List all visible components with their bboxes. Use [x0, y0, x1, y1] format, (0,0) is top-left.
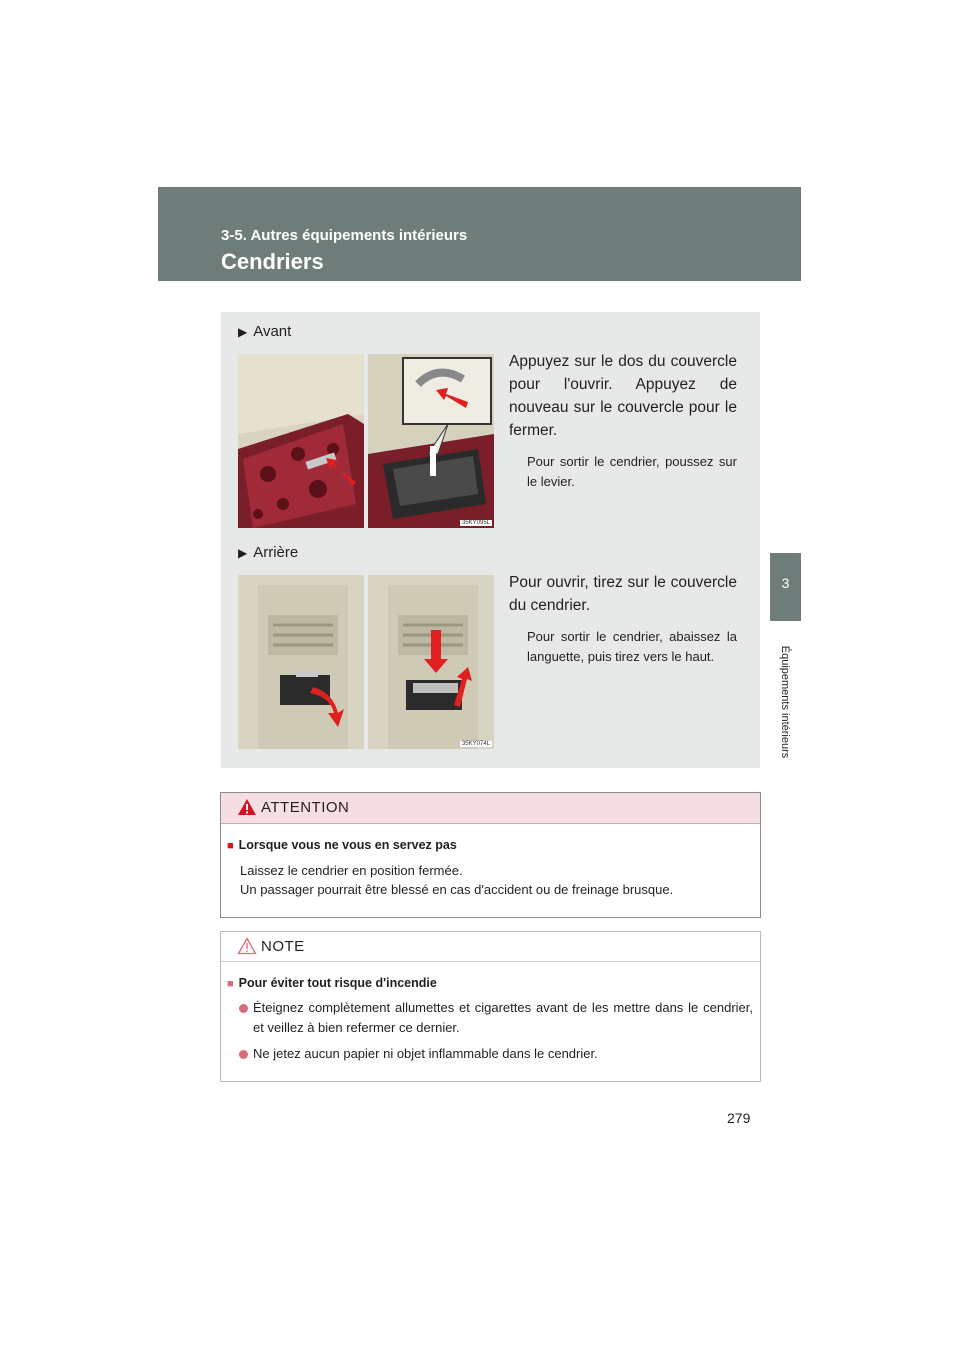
note-bullet-2: Ne jetez aucun papier ni objet inflammable dans le cendrier.: [253, 1046, 598, 1061]
triangle-arrow-icon: ▶: [238, 325, 248, 339]
note-title: NOTE: [261, 938, 305, 955]
caution-triangle-icon: [237, 937, 257, 955]
front-ashtray-closed-image: [238, 354, 364, 528]
front-heading-label: Avant: [253, 323, 292, 340]
warning-triangle-icon: [237, 798, 257, 816]
rear-ashtray-closed-image: [238, 575, 364, 749]
rear-heading-label: Arrière: [253, 544, 299, 561]
page-number: 279: [727, 1110, 751, 1126]
chapter-label: Équipements intérieurs: [779, 645, 791, 759]
rear-instruction: Pour ouvrir, tirez sur le couvercle du cendrier.: [509, 574, 737, 614]
front-heading: [238, 323, 291, 340]
section-header: [158, 187, 801, 281]
front-ashtray-open-image: [368, 354, 494, 528]
chapter-label-container: [775, 628, 795, 776]
red-square-icon: ■: [227, 840, 234, 852]
section-label: 3-5. Autres équipements intérieurs: [221, 227, 468, 244]
chapter-tab: [770, 553, 801, 621]
attention-subheading-label: Lorsque vous ne vous en servez pas: [238, 838, 457, 852]
attention-header: [221, 793, 760, 824]
attention-title: ATTENTION: [261, 799, 350, 816]
rear-note: Pour sortir le cendrier, abaissez la languette, puis tirez vers le haut.: [527, 629, 737, 664]
attention-line-2: Un passager pourrait être blessé en cas d'accident ou de freinage brusque.: [240, 882, 674, 897]
note-subheading: [227, 976, 437, 990]
rear-image-code: 35KY074L: [461, 741, 490, 747]
front-note: Pour sortir le cendrier, poussez sur le levier.: [527, 454, 737, 489]
attention-line-1: Laissez le cendrier en position fermée.: [240, 863, 463, 878]
page-title: Cendriers: [221, 249, 324, 274]
triangle-arrow-icon: ▶: [238, 546, 248, 560]
attention-subheading: [227, 838, 457, 852]
front-instruction: Appuyez sur le dos du couvercle pour l'ouvrir. Appuyez de nouveau sur le couvercle pour le fermer.: [509, 353, 737, 439]
front-image-code: 35KY095L: [461, 520, 490, 526]
pink-square-icon: ■: [227, 978, 234, 990]
note-header: [221, 932, 760, 962]
bullet-dot-icon: [239, 1004, 248, 1013]
bullet-dot-icon: [239, 1050, 248, 1059]
attention-box: [220, 792, 761, 918]
rear-ashtray-open-image: [368, 575, 494, 749]
note-bullet-1: Éteignez complètement allumettes et cigarettes avant de les mettre dans le cendrier, et veillez à bien refermer ce dernier.: [253, 1000, 753, 1035]
chapter-number: 3: [781, 575, 790, 591]
rear-heading: [238, 544, 298, 561]
note-box: [220, 931, 761, 1082]
note-subheading-label: Pour éviter tout risque d'incendie: [238, 976, 437, 990]
